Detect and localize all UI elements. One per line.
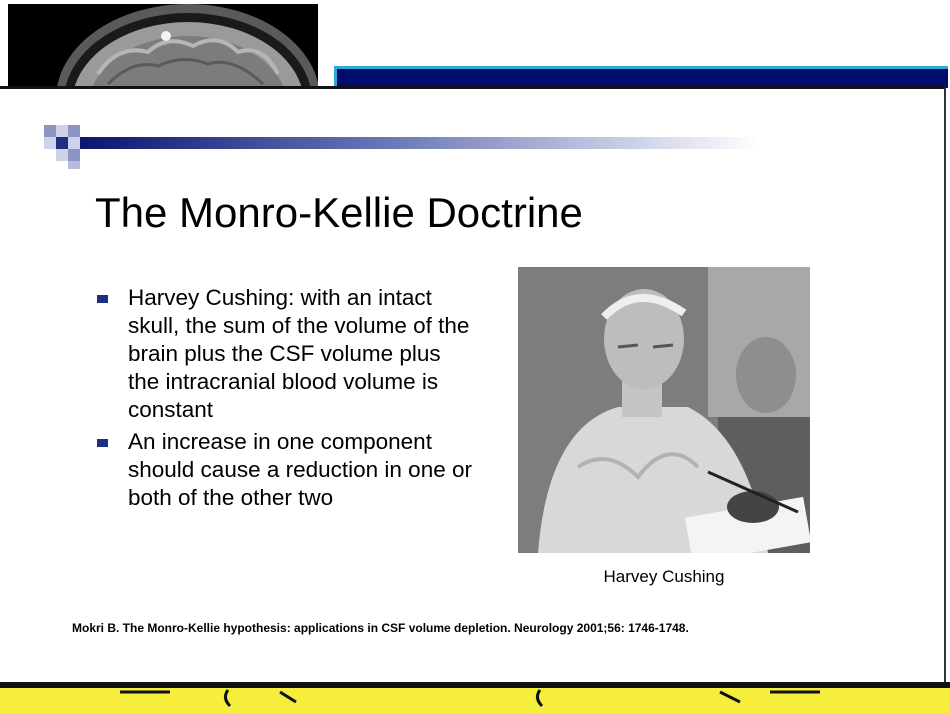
bullet-list — [95, 284, 475, 516]
photo-caption: Harvey Cushing — [603, 567, 725, 586]
bullet-item — [95, 428, 475, 512]
citation-reference: Mokri B. The Monro-Kellie hypothesis: applications in CSF volume depletion. Neurology 2001;56: 1746-1748. — [72, 621, 689, 635]
slide-title: The Monro-Kellie Doctrine — [95, 189, 583, 236]
slide — [0, 86, 946, 684]
background-title-bar — [334, 66, 948, 88]
bullet-text: Harvey Cushing: with an intact skull, the sum of the volume of the brain plus the CSF volume plus the intracranial blood volume is constant — [128, 285, 470, 422]
square-bullet-icon — [97, 439, 108, 447]
bullet-item — [95, 284, 475, 424]
gradient-bar-decoration — [44, 125, 764, 174]
background-yellow-band — [0, 688, 950, 713]
bullet-text: An increase in one component should cause a reduction in one or both of the other two — [128, 429, 472, 510]
square-bullet-icon — [97, 295, 108, 303]
mri-scan-image — [8, 4, 318, 88]
portrait-photo — [518, 267, 810, 553]
